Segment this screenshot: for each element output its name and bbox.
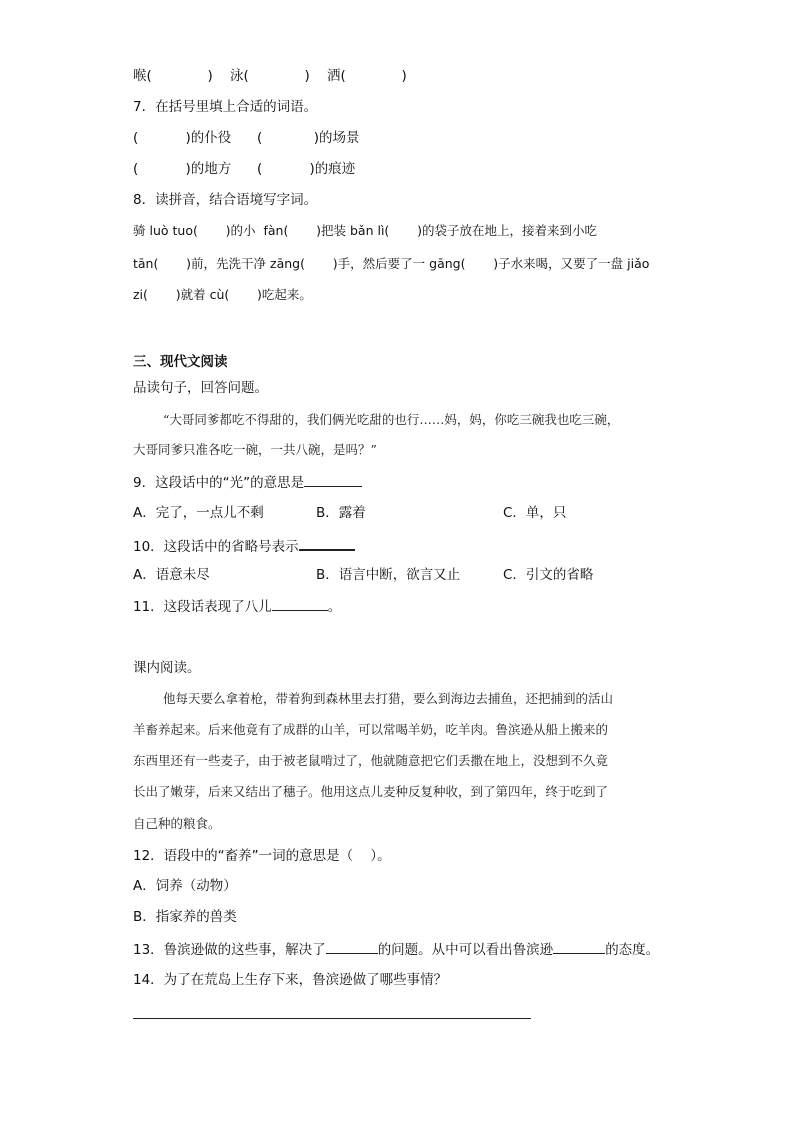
q6-pinyin-tail: 喉( ) 泳( ) 洒( ) bbox=[133, 68, 407, 84]
q9-stem-text: 9．这段话中的“光”的意思是 bbox=[133, 475, 305, 491]
q10-stem bbox=[133, 535, 355, 557]
q14-answer-line[interactable] bbox=[133, 1018, 531, 1019]
q13-part1: 13．鲁滨逊做的这些事，解决了 bbox=[133, 942, 326, 958]
q10-stem-text: 10．这段话中的省略号表示 bbox=[133, 539, 299, 555]
q11-end: 。 bbox=[327, 599, 342, 615]
q11-stem bbox=[133, 596, 341, 617]
q11-answer-blank[interactable] bbox=[272, 596, 328, 611]
passage2-line-5: 自己种的粮食。 bbox=[133, 816, 221, 831]
passage2-line-2: 羊畜养起来。后来他竟有了成群的山羊，可以常喝羊奶，吃羊肉。鲁滨逊从船上搬来的 bbox=[133, 722, 609, 737]
q8-line1: 骑 luò tuo( )的小 fàn( )把装 bǎn lì( )的袋子放在地上，接着来到小吃 bbox=[133, 223, 598, 238]
q13-blank-2[interactable] bbox=[553, 939, 605, 954]
q13-blank-1[interactable] bbox=[326, 939, 378, 954]
passage2-line-3: 东西里还有一些麦子，由于被老鼠啃过了，他就随意把它们丢撒在地上，没想到不久竟 bbox=[133, 753, 609, 768]
q13-stem bbox=[133, 939, 659, 960]
q10-option-b[interactable]: B．语言中断，欲言又止 bbox=[316, 567, 461, 583]
q10-option-a[interactable]: A．语意未尽 bbox=[133, 567, 210, 583]
q8-title: 8．读拼音，结合语境写字词。 bbox=[133, 192, 318, 208]
passage2-intro: 课内阅读。 bbox=[133, 660, 201, 676]
q9-option-b[interactable]: B．露着 bbox=[316, 505, 366, 521]
q13-part3: 的态度。 bbox=[605, 942, 660, 958]
q12-option-b[interactable]: B．指家养的兽类 bbox=[133, 909, 237, 925]
q7-title: 7．在括号里填上合适的词语。 bbox=[133, 99, 318, 115]
q10-answer-blank[interactable] bbox=[299, 535, 355, 551]
section3-heading: 三、现代文阅读 bbox=[133, 354, 228, 370]
q14-stem: 14．为了在荒岛上生存下来，鲁滨逊做了哪些事情？ bbox=[133, 972, 448, 988]
q7-row2: ( )的地方 ( )的痕迹 bbox=[133, 161, 356, 177]
q9-option-a[interactable]: A．完了，一点儿不剩 bbox=[133, 505, 264, 521]
q8-line2: tān( )前，先洗干净 zāng( )手，然后要了一 gāng( )子水来喝，又要了一盘 jiǎo bbox=[133, 256, 650, 271]
q9-answer-blank[interactable] bbox=[304, 472, 362, 487]
quote-line-1: “大哥同爹都吃不得甜的，我们俩光吃甜的也行……妈，妈，你吃三碗我也吃三碗， bbox=[163, 412, 620, 427]
q12-option-a[interactable]: A．饲养（动物） bbox=[133, 878, 237, 894]
quote-line-2: 大哥同爹只准各吃一碗，一共八碗，是吗？” bbox=[133, 442, 377, 457]
q13-part2: 的问题。从中可以看出鲁滨逊 bbox=[377, 942, 554, 958]
q10-option-c[interactable]: C．引文的省略 bbox=[503, 567, 594, 583]
q9-stem bbox=[133, 472, 362, 493]
q11-stem-text: 11．这段话表现了八儿 bbox=[133, 599, 272, 615]
passage2-line-1: 他每天要么拿着枪，带着狗到森林里去打猎，要么到海边去捕鱼，还把捕到的活山 bbox=[163, 691, 614, 706]
passage2-line-4: 长出了嫩芽，后来又结出了穗子。他用这点儿麦种反复种收，到了第四年，终于吃到了 bbox=[133, 784, 609, 799]
q9-option-c[interactable]: C．单，只 bbox=[503, 505, 567, 521]
q7-row1: ( )的仆役 ( )的场景 bbox=[133, 130, 360, 146]
section3-intro: 品读句子，回答问题。 bbox=[133, 380, 268, 396]
q12-stem: 12．语段中的“畜养”一词的意思是（ ）。 bbox=[133, 848, 391, 864]
q8-line3: zi( )就着 cù( )吃起来。 bbox=[133, 287, 312, 302]
